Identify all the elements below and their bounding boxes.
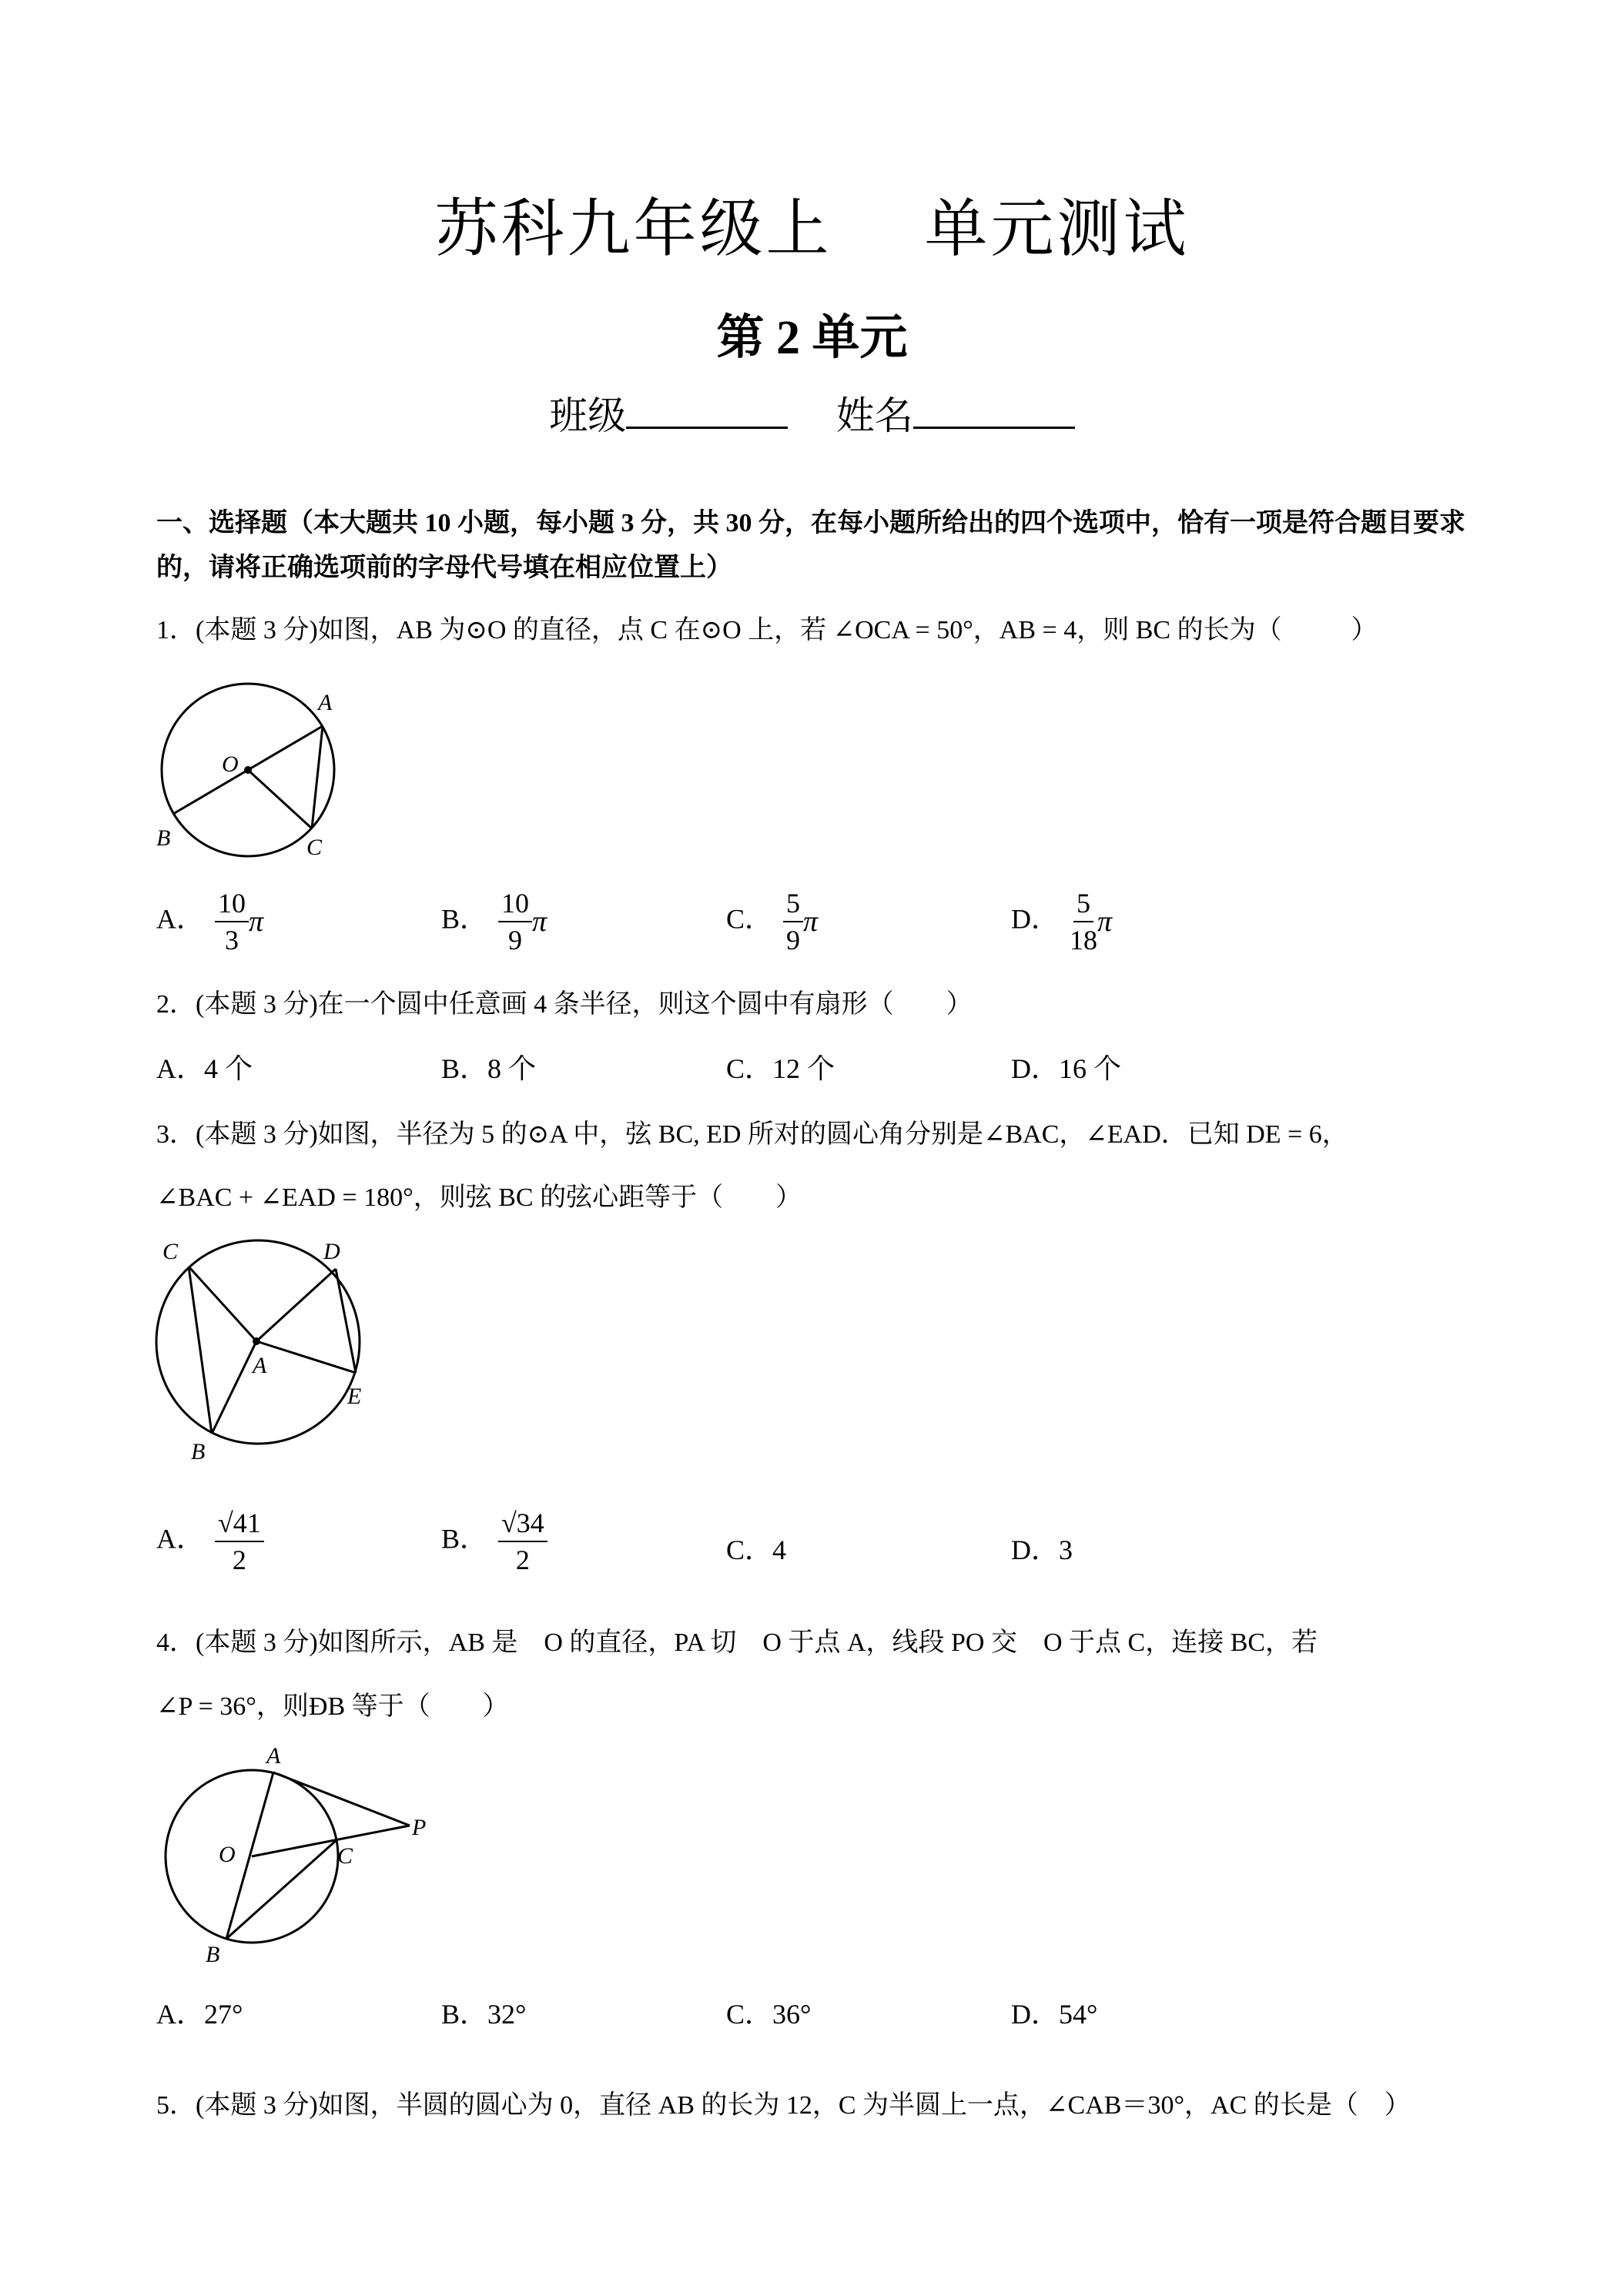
- q3-center-dot: [253, 1337, 260, 1345]
- q3-figure: [150, 1236, 381, 1464]
- q1-option-d[interactable]: D． $\frac{5}{18}$ π: [1011, 885, 1112, 958]
- q3-radius-ad: [256, 1269, 336, 1341]
- q3-stem-line2: ∠BAC + ∠EAD = 180°，则弦 BC 的弦心距等于（ ）: [156, 1183, 802, 1212]
- q2-option-a[interactable]: A．4 个: [156, 1053, 253, 1084]
- title-right: 单元测试: [924, 192, 1190, 266]
- q2-option-c[interactable]: C．12 个: [726, 1053, 835, 1084]
- q3-chord-de: [336, 1269, 356, 1373]
- q1-center-dot: [244, 766, 252, 774]
- q3-label-b: B: [191, 1439, 206, 1464]
- q3-option-c[interactable]: C．4: [726, 1535, 787, 1565]
- q1-stem: 1．(本题 3 分)如图，AB 为⊙O 的直径，点 C 在⊙O 上，若 ∠OCA = 50°，AB = 4，则 BC 的长为（ ）: [156, 616, 1378, 644]
- q2-option-b[interactable]: B．8 个: [441, 1053, 537, 1084]
- q4-option-d[interactable]: D．54°: [1011, 1999, 1098, 2030]
- q4-stem-line2: ∠P = 36°，则ÐB 等于（ ）: [156, 1692, 509, 1721]
- q1-figure: [150, 678, 350, 870]
- q4-stem-line1: 4．(本题 3 分)如图所示，AB 是 O 的直径，PA 切 O 于点 A，线段 PO 交 O 于点 C，连接 BC，若: [156, 1628, 1318, 1657]
- q5-stem: 5．(本题 3 分)如图，半圆的圆心为 0，直径 AB 的长为 12，C 为半圆上一点，∠CAB＝30°，AC 的长是（ ）: [156, 2091, 1411, 2120]
- q1-label-b: B: [156, 825, 171, 851]
- q4-label-o: O: [219, 1842, 236, 1867]
- q1-radius-oc: [248, 770, 312, 828]
- q3-radius-ae: [256, 1341, 356, 1373]
- q4-label-b: B: [206, 1942, 220, 1967]
- q4-option-b[interactable]: B．32°: [441, 1999, 527, 2030]
- q4-segment-po: [252, 1826, 410, 1856]
- q4-label-a: A: [266, 1743, 281, 1769]
- q4-chord-bc: [226, 1839, 337, 1939]
- class-label: 班级: [549, 394, 627, 437]
- q3-label-d: D: [323, 1239, 340, 1264]
- q3-chord-cb: [189, 1267, 212, 1434]
- q1-label-a: A: [318, 690, 333, 715]
- name-label: 姓名: [835, 394, 913, 437]
- q4-tangent-pa: [273, 1772, 410, 1826]
- q3-option-d[interactable]: D．3: [1011, 1535, 1073, 1565]
- q3-label-e: E: [347, 1384, 362, 1409]
- q2-option-d[interactable]: D．16 个: [1011, 1053, 1122, 1084]
- q2-stem: 2．(本题 3 分)在一个圆中任意画 4 条半径，则这个圆中有扇形（ ）: [156, 990, 973, 1019]
- q4-label-p: P: [412, 1815, 427, 1840]
- q1-label-o: O: [222, 751, 239, 777]
- page-title: [0, 179, 1624, 269]
- section-heading: 一、选择题（本大题共 10 小题，每小题 3 分，共 30 分，在每小题所给出的四个选项中，恰有一项是符合题目要求的，请将正确选项前的字母代号填在相应位置上）: [156, 509, 1465, 582]
- student-info-line: [0, 385, 1624, 440]
- title-left: 苏科九年级上: [434, 192, 832, 266]
- q4-figure: [162, 1743, 439, 1970]
- q3-option-a[interactable]: A． $\frac{√41}{2}$: [156, 1505, 264, 1578]
- q3-stem-line1: 3．(本题 3 分)如图，半径为 5 的⊙A 中，弦 BC, ED 所对的圆心角分别是∠BAC，∠EAD．已知 DE = 6，: [156, 1120, 1348, 1149]
- q3-radius-ac: [189, 1267, 256, 1341]
- q4-label-c: C: [337, 1843, 353, 1869]
- q3-label-a: A: [253, 1353, 267, 1378]
- unit-subtitle: 第 2 单元: [716, 312, 908, 364]
- q1-label-c: C: [306, 835, 323, 860]
- name-blank[interactable]: [913, 393, 1075, 429]
- q1-option-b[interactable]: B． $\frac{10}{9}$ π: [441, 885, 547, 958]
- q4-option-c[interactable]: C．36°: [726, 1999, 812, 2030]
- q3-option-b[interactable]: B． $\frac{√34}{2}$: [441, 1505, 547, 1578]
- q1-option-a[interactable]: A． $\frac{10}{3}$ π: [156, 885, 263, 958]
- q3-radius-ab: [212, 1341, 256, 1434]
- q3-label-c: C: [162, 1239, 179, 1264]
- q4-option-a[interactable]: A．27°: [156, 1999, 243, 2030]
- q1-option-c[interactable]: C． $\frac{5}{9}$ π: [726, 885, 818, 958]
- class-blank[interactable]: [626, 393, 788, 429]
- q1-chord-ac: [312, 726, 323, 828]
